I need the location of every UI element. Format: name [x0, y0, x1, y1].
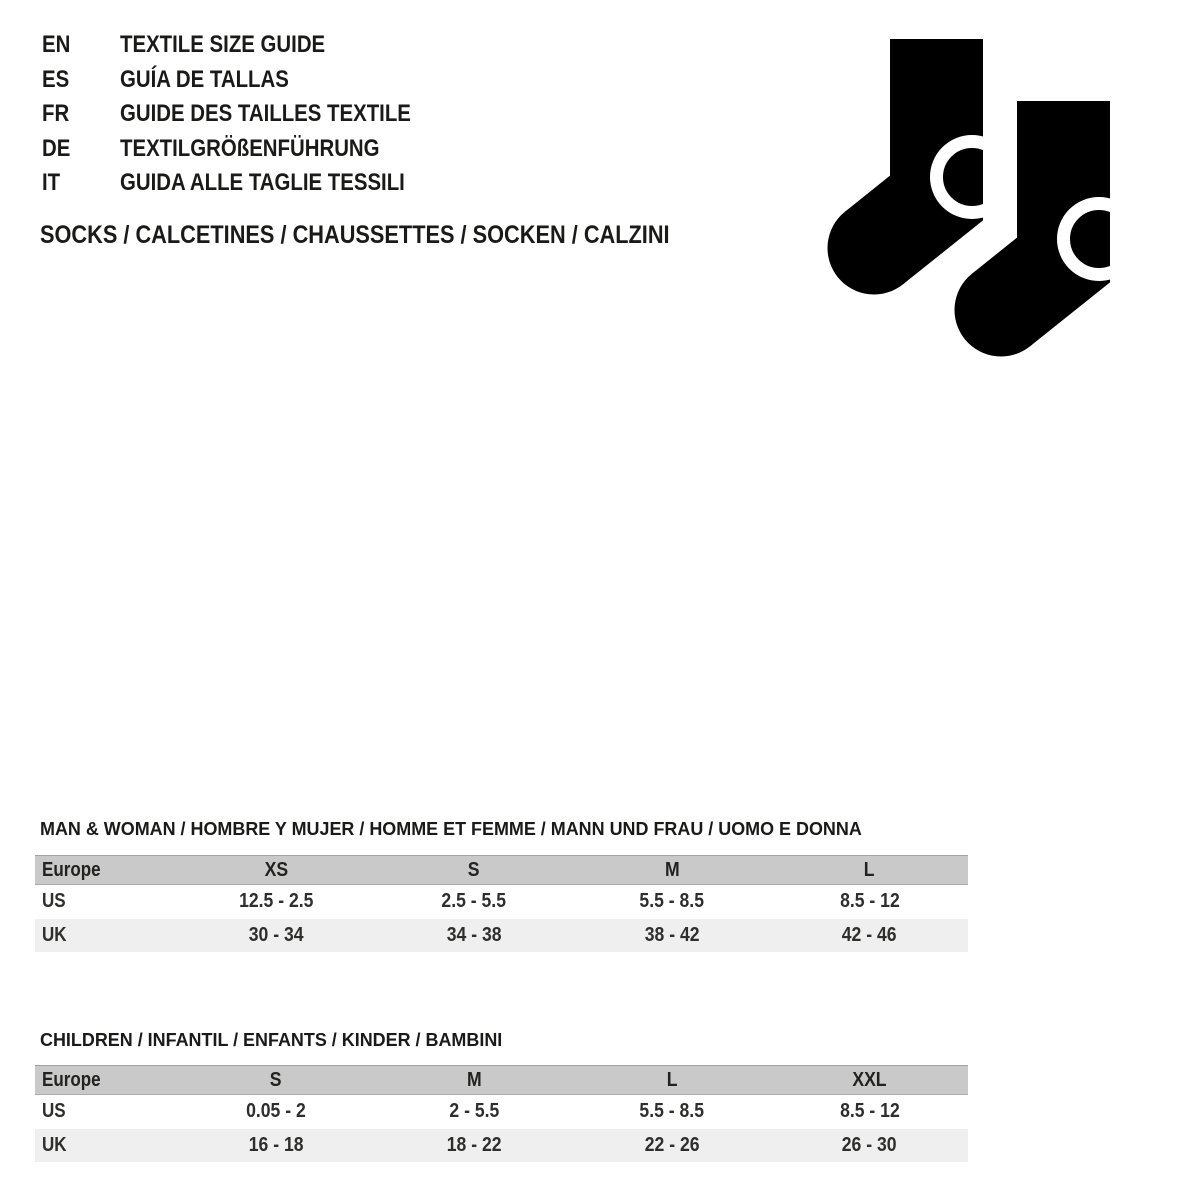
category-line: [40, 219, 764, 251]
language-code: ES: [42, 65, 70, 93]
language-row: [42, 132, 462, 167]
size-cell: 18 - 22: [446, 1133, 502, 1156]
column-header-size: L: [864, 858, 875, 881]
size-cell: 8.5 - 12: [839, 890, 900, 913]
size-cell: 38 - 42: [644, 923, 700, 946]
size-cell: 12.5 - 2.5: [238, 890, 314, 913]
column-header-size: L: [666, 1068, 678, 1091]
language-row: [42, 28, 462, 63]
size-cell: 5.5 - 8.5: [639, 890, 705, 913]
size-cell: 34 - 38: [446, 923, 502, 946]
socks-icon: [812, 30, 1147, 362]
category-line-text: SOCKS / CALCETINES / CHAUSSETTES / SOCKEN / CALZINI: [40, 221, 670, 249]
size-cell: 26 - 30: [842, 1133, 897, 1156]
children-table-title: CHILDREN / INFANTIL / ENFANTS / KINDER / BAMBINI: [40, 1029, 503, 1050]
language-code: IT: [42, 169, 61, 196]
column-header-size: XXL: [852, 1068, 887, 1091]
row-label: UK: [42, 1133, 67, 1156]
size-cell: 22 - 26: [644, 1133, 700, 1156]
sock-left: [828, 39, 1008, 295]
column-header-region: Europe: [42, 1068, 101, 1091]
language-row: [42, 63, 462, 98]
language-code: EN: [42, 31, 71, 58]
language-label: TEXTILGRÖßENFÜHRUNG: [120, 134, 380, 162]
table-row-us: [35, 885, 968, 919]
table-header-row: [35, 856, 968, 885]
size-cell: 0.05 - 2: [246, 1100, 306, 1123]
table-header-row: [35, 1066, 968, 1095]
column-header-size: S: [270, 1068, 282, 1091]
language-heading-list: [42, 28, 462, 201]
language-code: FR: [42, 100, 70, 127]
size-cell: 2 - 5.5: [449, 1100, 499, 1123]
language-code: DE: [42, 134, 71, 162]
column-header-size: XS: [264, 858, 288, 881]
column-header-size: M: [664, 858, 680, 881]
language-row: [42, 97, 462, 132]
size-cell: 8.5 - 12: [839, 1100, 900, 1123]
language-label: GUIDA ALLE TAGLIE TESSILI: [120, 169, 405, 196]
table-row-uk: [35, 919, 968, 952]
table-row-uk: [35, 1129, 968, 1162]
children-size-table: [35, 1065, 968, 1162]
adults-table-title: MAN & WOMAN / HOMBRE Y MUJER / HOMME ET FEMME / MANN UND FRAU / UOMO E DONNA: [40, 818, 862, 839]
size-cell: 2.5 - 5.5: [441, 890, 507, 913]
column-header-size: S: [468, 858, 480, 881]
size-cell: 30 - 34: [248, 923, 304, 946]
row-label: UK: [42, 923, 67, 946]
language-label: GUÍA DE TALLAS: [120, 65, 289, 93]
language-label: TEXTILE SIZE GUIDE: [120, 31, 326, 58]
adults-size-table: [35, 855, 968, 952]
row-label: US: [42, 1100, 66, 1123]
size-cell: 5.5 - 8.5: [639, 1100, 705, 1123]
row-label: US: [42, 890, 66, 913]
column-header-size: M: [466, 1068, 482, 1091]
size-cell: 16 - 18: [248, 1133, 304, 1156]
language-row: [42, 166, 462, 201]
language-label: GUIDE DES TAILLES TEXTILE: [120, 100, 411, 127]
size-cell: 42 - 46: [842, 923, 897, 946]
column-header-region: Europe: [42, 858, 101, 881]
table-row-us: [35, 1095, 968, 1129]
